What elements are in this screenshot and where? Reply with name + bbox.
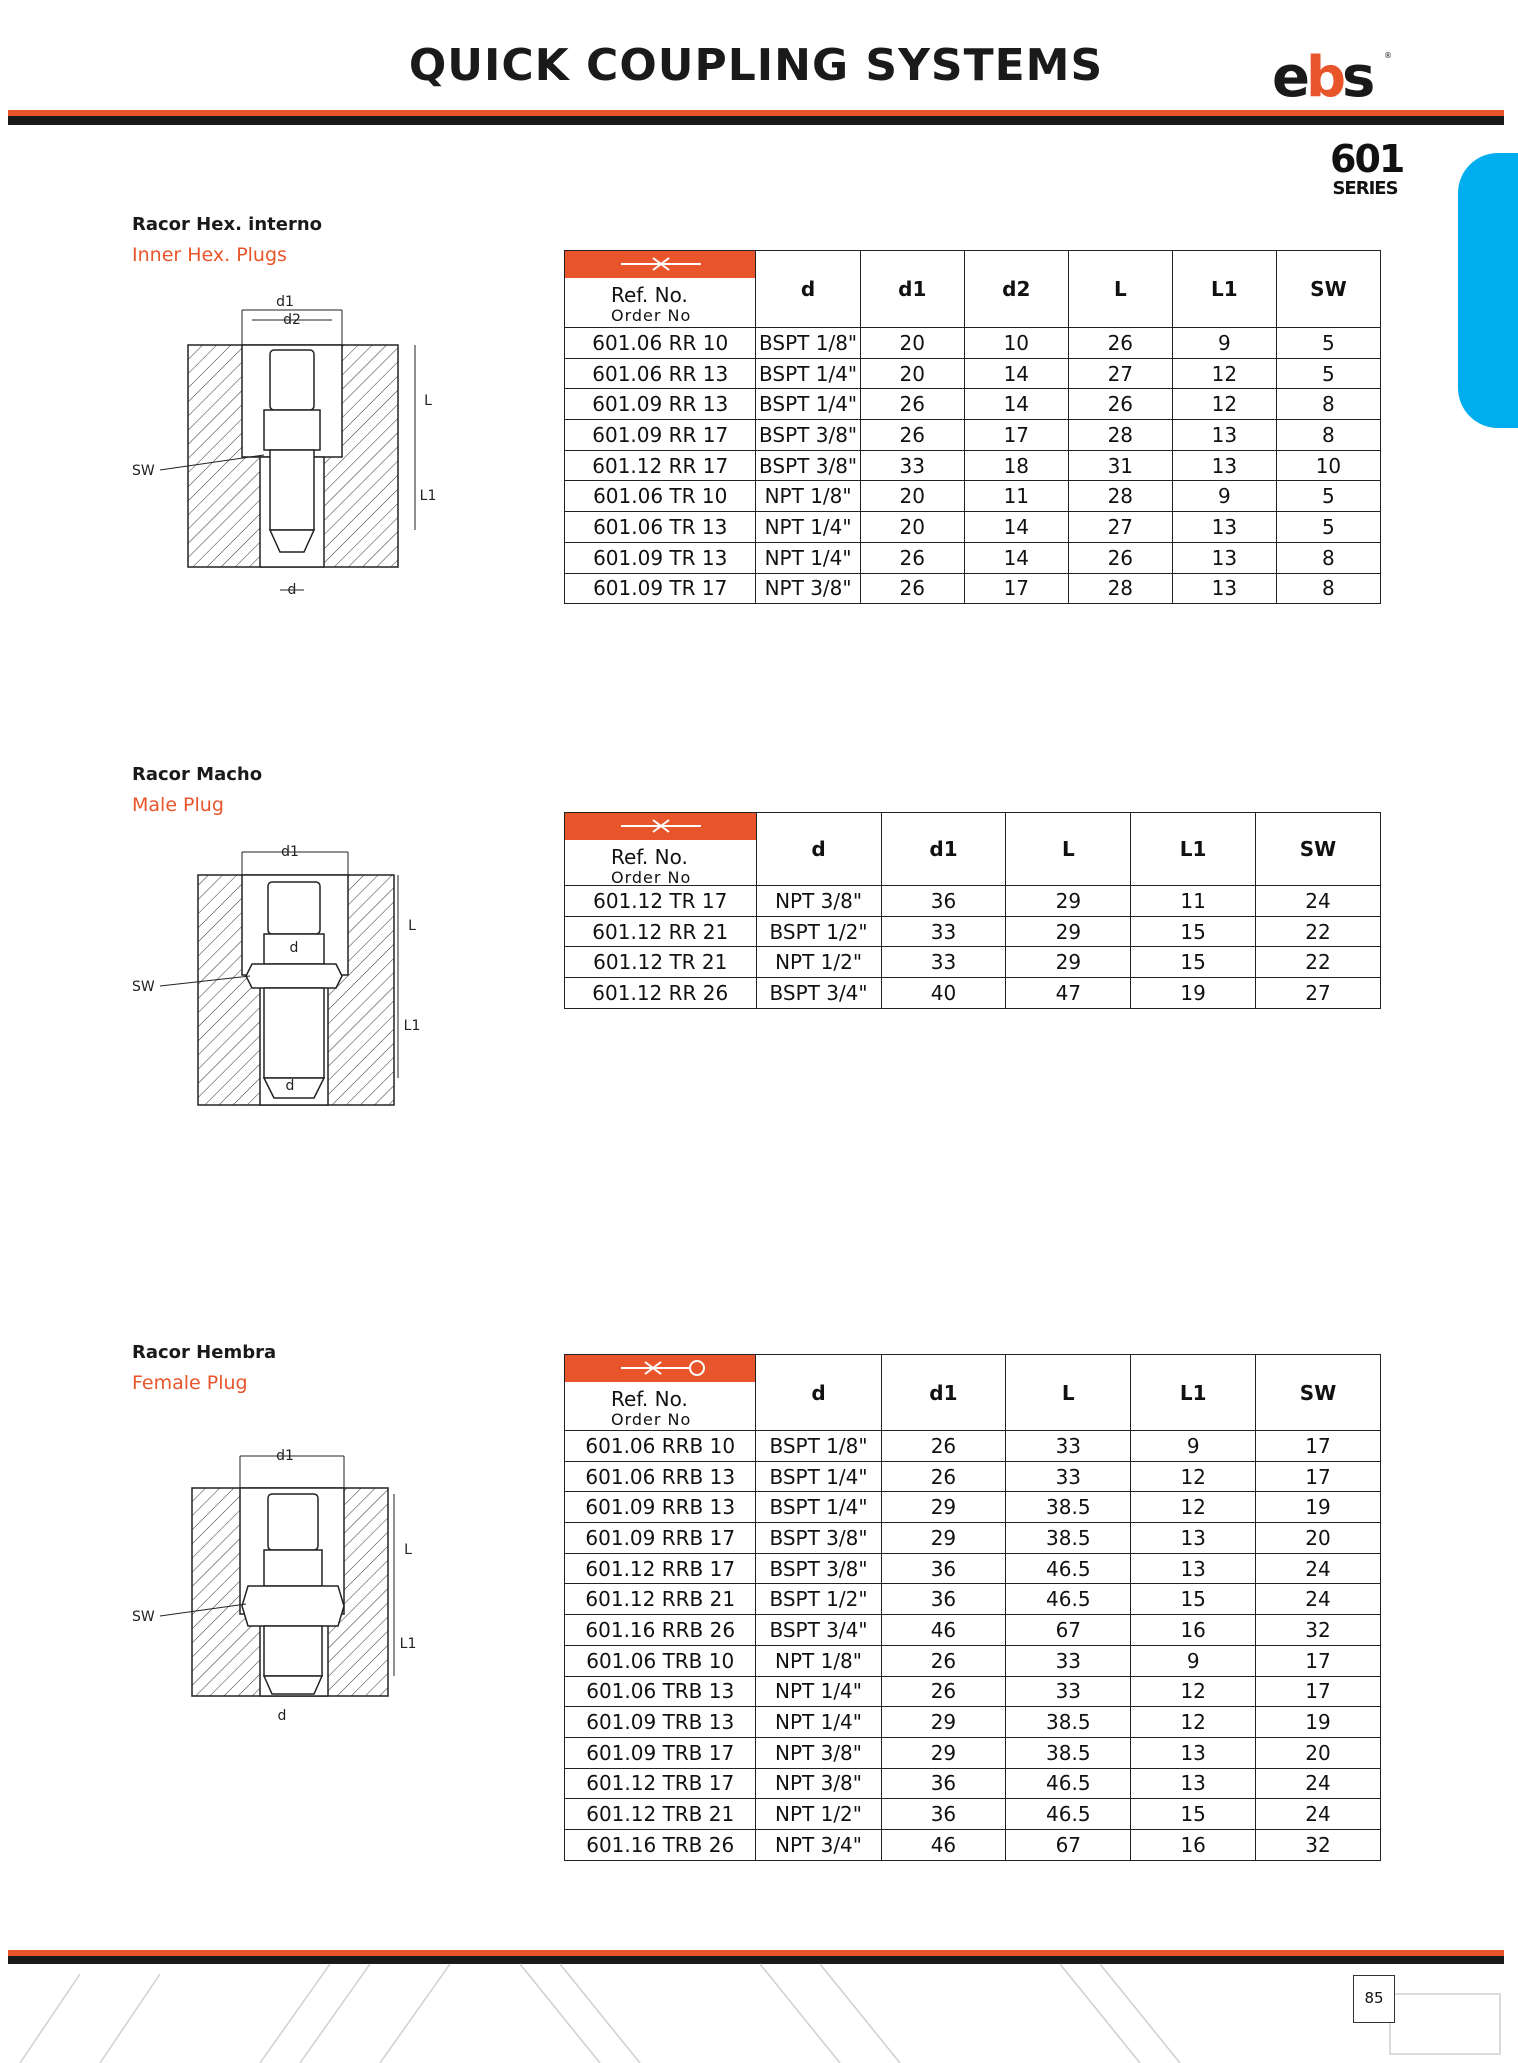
col-header: SW: [1256, 813, 1381, 886]
ref-number-cell: 601.12 TR 17: [565, 886, 757, 917]
svg-text:e: e: [1272, 45, 1304, 110]
value-cell: BSPT 3/8": [756, 1523, 881, 1554]
col-header: d1: [881, 813, 1006, 886]
value-cell: 26: [1068, 328, 1172, 359]
value-cell: 17: [964, 573, 1068, 604]
col-header: d2: [964, 251, 1068, 328]
value-cell: NPT 3/8": [756, 573, 860, 604]
label-d: d: [287, 582, 297, 598]
ref-header: Ref. No. Order No: [565, 251, 756, 328]
ref-number-cell: 601.09 RRB 17: [565, 1523, 756, 1554]
value-cell: 36: [881, 886, 1006, 917]
value-cell: 13: [1131, 1553, 1256, 1584]
value-cell: 17: [1256, 1431, 1381, 1462]
ref-number-cell: 601.06 RRB 13: [565, 1461, 756, 1492]
ref-number-cell: 601.06 TRB 10: [565, 1645, 756, 1676]
value-cell: 33: [881, 947, 1006, 978]
ref-number-cell: 601.06 RR 13: [565, 358, 756, 389]
value-cell: 24: [1256, 1768, 1381, 1799]
value-cell: 33: [860, 450, 964, 481]
table-row: [565, 1431, 1381, 1462]
value-cell: 19: [1256, 1492, 1381, 1523]
value-cell: 11: [1131, 886, 1256, 917]
value-cell: 13: [1131, 1737, 1256, 1768]
value-cell: 5: [1276, 358, 1380, 389]
female-plug-table: [564, 1354, 1381, 1861]
coupling-icon: [565, 1355, 755, 1382]
value-cell: 9: [1131, 1645, 1256, 1676]
section-title-en: Inner Hex. Plugs: [132, 244, 287, 266]
table-header-row: [565, 1355, 1381, 1431]
footer-dark-bar: [8, 1956, 1504, 1964]
series-label: SERIES: [1332, 178, 1398, 199]
value-cell: BSPT 1/2": [756, 1584, 881, 1615]
value-cell: 36: [881, 1768, 1006, 1799]
table-row: [565, 916, 1381, 947]
label-SW: SW: [132, 979, 155, 995]
col-header: SW: [1276, 251, 1380, 328]
col-header: d: [756, 813, 881, 886]
value-cell: 24: [1256, 1584, 1381, 1615]
ref-number-cell: 601.12 TRB 17: [565, 1768, 756, 1799]
col-header: L: [1068, 251, 1172, 328]
ref-number-cell: 601.09 RRB 13: [565, 1492, 756, 1523]
page-title: QUICK COUPLING SYSTEMS: [408, 40, 1104, 91]
value-cell: NPT 1/4": [756, 512, 860, 543]
col-header: L: [1006, 813, 1131, 886]
value-cell: 47: [1006, 978, 1131, 1009]
value-cell: 19: [1256, 1707, 1381, 1738]
coupling-icon: [565, 251, 755, 278]
value-cell: 31: [1068, 450, 1172, 481]
table-header-row: [565, 251, 1381, 328]
value-cell: 9: [1131, 1431, 1256, 1462]
value-cell: 38.5: [1006, 1737, 1131, 1768]
svg-text:®: ®: [1384, 51, 1392, 60]
value-cell: 26: [1068, 542, 1172, 573]
value-cell: 26: [881, 1431, 1006, 1462]
value-cell: 38.5: [1006, 1707, 1131, 1738]
footer-background-drawing: [0, 1964, 1512, 2063]
value-cell: 20: [860, 512, 964, 543]
label-L: L: [408, 918, 416, 934]
value-cell: NPT 1/8": [756, 481, 860, 512]
value-cell: 15: [1131, 916, 1256, 947]
value-cell: BSPT 1/4": [756, 1492, 881, 1523]
table-row: [565, 481, 1381, 512]
table-row: [565, 1829, 1381, 1860]
table-row: [565, 1584, 1381, 1615]
value-cell: BSPT 3/8": [756, 450, 860, 481]
value-cell: 67: [1006, 1615, 1131, 1646]
table-row: [565, 947, 1381, 978]
value-cell: 15: [1131, 1584, 1256, 1615]
value-cell: 29: [881, 1737, 1006, 1768]
value-cell: 29: [881, 1523, 1006, 1554]
value-cell: BSPT 1/4": [756, 358, 860, 389]
value-cell: BSPT 3/8": [756, 1553, 881, 1584]
value-cell: 38.5: [1006, 1523, 1131, 1554]
value-cell: 15: [1131, 947, 1256, 978]
label-L1: L1: [419, 488, 437, 504]
section-title-es: Racor Macho: [132, 764, 263, 785]
female-plug-diagram: [130, 1436, 430, 1726]
value-cell: 29: [1006, 916, 1131, 947]
value-cell: 29: [881, 1707, 1006, 1738]
value-cell: 13: [1131, 1768, 1256, 1799]
page-number: 85: [1353, 1975, 1395, 2023]
ref-number-cell: 601.12 RR 21: [565, 916, 757, 947]
value-cell: 5: [1276, 328, 1380, 359]
value-cell: 13: [1172, 542, 1276, 573]
table-row: [565, 1799, 1381, 1830]
male-plug-table: [564, 812, 1381, 1009]
value-cell: 33: [1006, 1431, 1131, 1462]
value-cell: 13: [1172, 420, 1276, 451]
table-row: [565, 1676, 1381, 1707]
col-header: L1: [1131, 1355, 1256, 1431]
value-cell: 8: [1276, 542, 1380, 573]
value-cell: 17: [1256, 1676, 1381, 1707]
col-header: SW: [1256, 1355, 1381, 1431]
col-header: d: [756, 251, 860, 328]
table-row: [565, 1553, 1381, 1584]
value-cell: 10: [1276, 450, 1380, 481]
ref-number-cell: 601.09 TRB 13: [565, 1707, 756, 1738]
value-cell: 26: [860, 542, 964, 573]
value-cell: 32: [1256, 1829, 1381, 1860]
label-d: d: [285, 1078, 295, 1094]
value-cell: 17: [964, 420, 1068, 451]
col-header: L1: [1131, 813, 1256, 886]
value-cell: 8: [1276, 420, 1380, 451]
value-cell: 36: [881, 1584, 1006, 1615]
value-cell: 29: [1006, 886, 1131, 917]
ref-header: Ref. No. Order No: [565, 1355, 756, 1431]
table-row: [565, 978, 1381, 1009]
value-cell: 26: [881, 1461, 1006, 1492]
ref-number-cell: 601.09 TR 17: [565, 573, 756, 604]
label-d: d: [277, 1708, 287, 1724]
header-dark-bar: [8, 116, 1504, 125]
value-cell: 24: [1256, 1799, 1381, 1830]
ref-number-cell: 601.09 TR 13: [565, 542, 756, 573]
value-cell: 26: [1068, 389, 1172, 420]
value-cell: NPT 3/8": [756, 886, 881, 917]
ref-number-cell: 601.06 TR 13: [565, 512, 756, 543]
inner-hex-plug-diagram: [130, 290, 437, 610]
value-cell: 32: [1256, 1615, 1381, 1646]
value-cell: 5: [1276, 481, 1380, 512]
ref-number-cell: 601.09 TRB 17: [565, 1737, 756, 1768]
label-d1: d1: [281, 844, 299, 860]
value-cell: 18: [964, 450, 1068, 481]
table-row: [565, 358, 1381, 389]
series-number: 601: [1330, 137, 1404, 181]
table-row: [565, 1707, 1381, 1738]
value-cell: 27: [1068, 512, 1172, 543]
value-cell: 17: [1256, 1645, 1381, 1676]
value-cell: 33: [1006, 1461, 1131, 1492]
table-row: [565, 1615, 1381, 1646]
svg-text:b: b: [1306, 45, 1341, 110]
ebs-logo: [1270, 44, 1396, 114]
value-cell: 13: [1172, 450, 1276, 481]
value-cell: NPT 3/8": [756, 1768, 881, 1799]
value-cell: 36: [881, 1799, 1006, 1830]
value-cell: 12: [1131, 1707, 1256, 1738]
value-cell: 27: [1068, 358, 1172, 389]
value-cell: NPT 1/4": [756, 1676, 881, 1707]
value-cell: 67: [1006, 1829, 1131, 1860]
label-d2: d2: [283, 312, 301, 328]
table-row: [565, 542, 1381, 573]
value-cell: 38.5: [1006, 1492, 1131, 1523]
value-cell: 20: [1256, 1523, 1381, 1554]
value-cell: 20: [860, 481, 964, 512]
value-cell: 29: [1006, 947, 1131, 978]
value-cell: 20: [1256, 1737, 1381, 1768]
value-cell: BSPT 1/8": [756, 328, 860, 359]
table-header-row: [565, 813, 1381, 886]
value-cell: 19: [1131, 978, 1256, 1009]
value-cell: 8: [1276, 573, 1380, 604]
section-title-en: Male Plug: [132, 794, 224, 816]
value-cell: NPT 1/4": [756, 542, 860, 573]
value-cell: BSPT 1/2": [756, 916, 881, 947]
value-cell: NPT 3/4": [756, 1829, 881, 1860]
ref-number-cell: 601.12 TR 21: [565, 947, 757, 978]
label-SW: SW: [132, 463, 155, 479]
value-cell: 28: [1068, 573, 1172, 604]
ref-number-cell: 601.12 RR 26: [565, 978, 757, 1009]
value-cell: 26: [860, 573, 964, 604]
value-cell: 15: [1131, 1799, 1256, 1830]
col-header: d1: [860, 251, 964, 328]
value-cell: 12: [1172, 389, 1276, 420]
section-title-es: Racor Hembra: [132, 1342, 277, 1363]
label-L: L: [424, 393, 432, 409]
col-header: d: [756, 1355, 881, 1431]
section-title-en: Female Plug: [132, 1372, 248, 1394]
ref-number-cell: 601.12 TRB 21: [565, 1799, 756, 1830]
male-plug-diagram: [130, 840, 430, 1105]
value-cell: 36: [881, 1553, 1006, 1584]
ref-number-cell: 601.16 RRB 26: [565, 1615, 756, 1646]
value-cell: 11: [964, 481, 1068, 512]
value-cell: 10: [964, 328, 1068, 359]
value-cell: 46: [881, 1829, 1006, 1860]
value-cell: 29: [881, 1492, 1006, 1523]
value-cell: 16: [1131, 1615, 1256, 1646]
value-cell: 33: [1006, 1676, 1131, 1707]
table-row: [565, 450, 1381, 481]
value-cell: 8: [1276, 389, 1380, 420]
value-cell: 24: [1256, 886, 1381, 917]
col-header: d1: [881, 1355, 1006, 1431]
value-cell: 24: [1256, 1553, 1381, 1584]
coupling-icon: [565, 813, 756, 840]
value-cell: 22: [1256, 916, 1381, 947]
value-cell: 14: [964, 542, 1068, 573]
table-row: [565, 1523, 1381, 1554]
value-cell: 14: [964, 512, 1068, 543]
side-tab: [1458, 153, 1518, 428]
section-title-es: Racor Hex. interno: [132, 214, 323, 235]
value-cell: 13: [1172, 573, 1276, 604]
value-cell: BSPT 1/4": [756, 389, 860, 420]
value-cell: 28: [1068, 420, 1172, 451]
value-cell: 13: [1172, 512, 1276, 543]
table-row: [565, 512, 1381, 543]
value-cell: 12: [1131, 1676, 1256, 1707]
table-row: [565, 328, 1381, 359]
value-cell: NPT 1/2": [756, 1799, 881, 1830]
value-cell: 33: [1006, 1645, 1131, 1676]
value-cell: 22: [1256, 947, 1381, 978]
label-SW: SW: [132, 1609, 155, 1625]
value-cell: 40: [881, 978, 1006, 1009]
value-cell: 46.5: [1006, 1768, 1131, 1799]
value-cell: 26: [881, 1645, 1006, 1676]
table-row: [565, 886, 1381, 917]
ref-number-cell: 601.12 RRB 21: [565, 1584, 756, 1615]
label-d1: d1: [276, 1448, 294, 1464]
value-cell: 46.5: [1006, 1584, 1131, 1615]
value-cell: 46.5: [1006, 1553, 1131, 1584]
value-cell: BSPT 3/4": [756, 978, 881, 1009]
value-cell: 20: [860, 328, 964, 359]
value-cell: 27: [1256, 978, 1381, 1009]
ref-header: Ref. No. Order No: [565, 813, 757, 886]
table-row: [565, 389, 1381, 420]
value-cell: 16: [1131, 1829, 1256, 1860]
ref-number-cell: 601.06 TRB 13: [565, 1676, 756, 1707]
value-cell: 12: [1131, 1461, 1256, 1492]
table-row: [565, 1461, 1381, 1492]
value-cell: 14: [964, 389, 1068, 420]
ref-number-cell: 601.06 RR 10: [565, 328, 756, 359]
ref-number-cell: 601.09 RR 17: [565, 420, 756, 451]
value-cell: 26: [881, 1676, 1006, 1707]
value-cell: 46: [881, 1615, 1006, 1646]
label-d1: d1: [276, 294, 294, 310]
label-L1: L1: [399, 1636, 417, 1652]
value-cell: 28: [1068, 481, 1172, 512]
value-cell: 12: [1131, 1492, 1256, 1523]
ref-number-cell: 601.06 TR 10: [565, 481, 756, 512]
table-row: [565, 1492, 1381, 1523]
ref-number-cell: 601.12 RR 17: [565, 450, 756, 481]
value-cell: NPT 1/8": [756, 1645, 881, 1676]
label-d: d: [289, 940, 299, 956]
value-cell: BSPT 3/4": [756, 1615, 881, 1646]
value-cell: 33: [881, 916, 1006, 947]
value-cell: BSPT 3/8": [756, 420, 860, 451]
value-cell: 20: [860, 358, 964, 389]
ref-number-cell: 601.16 TRB 26: [565, 1829, 756, 1860]
value-cell: 5: [1276, 512, 1380, 543]
value-cell: NPT 1/4": [756, 1707, 881, 1738]
value-cell: 26: [860, 420, 964, 451]
table-row: [565, 1737, 1381, 1768]
ref-number-cell: 601.12 RRB 17: [565, 1553, 756, 1584]
ref-number-cell: 601.09 RR 13: [565, 389, 756, 420]
value-cell: BSPT 1/4": [756, 1461, 881, 1492]
table-row: [565, 420, 1381, 451]
inner-hex-plug-table: [564, 250, 1381, 604]
value-cell: NPT 1/2": [756, 947, 881, 978]
value-cell: 12: [1172, 358, 1276, 389]
col-header: L1: [1172, 251, 1276, 328]
label-L1: L1: [403, 1018, 421, 1034]
ref-number-cell: 601.06 RRB 10: [565, 1431, 756, 1462]
value-cell: BSPT 1/8": [756, 1431, 881, 1462]
value-cell: 13: [1131, 1523, 1256, 1554]
value-cell: NPT 3/8": [756, 1737, 881, 1768]
table-row: [565, 1645, 1381, 1676]
value-cell: 17: [1256, 1461, 1381, 1492]
col-header: L: [1006, 1355, 1131, 1431]
table-row: [565, 1768, 1381, 1799]
svg-text:s: s: [1342, 45, 1370, 110]
value-cell: 9: [1172, 481, 1276, 512]
value-cell: 9: [1172, 328, 1276, 359]
table-row: [565, 573, 1381, 604]
label-L: L: [404, 1542, 412, 1558]
value-cell: 14: [964, 358, 1068, 389]
value-cell: 46.5: [1006, 1799, 1131, 1830]
value-cell: 26: [860, 389, 964, 420]
